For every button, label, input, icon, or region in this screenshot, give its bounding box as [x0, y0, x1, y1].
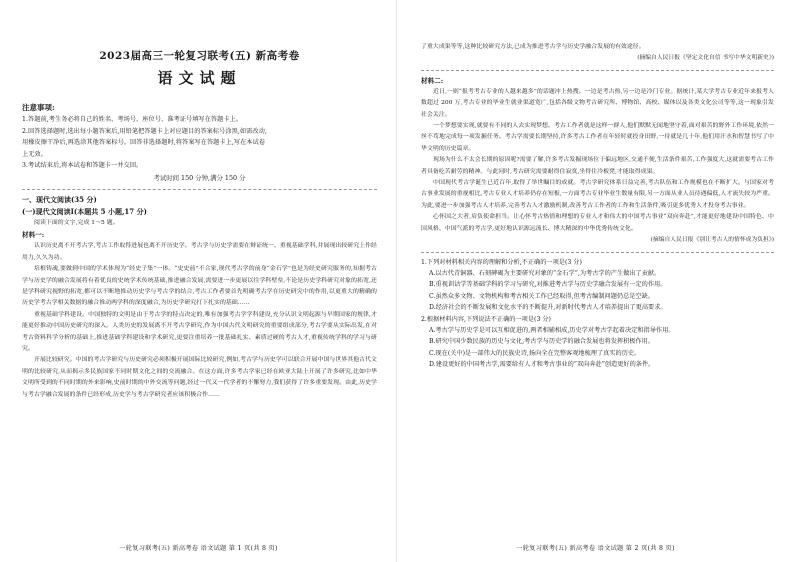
continuation-text: 了重大成果等等,这种比较研究方法,已成为推进考古学与历史学融合发展的有效途径。: [421, 44, 645, 50]
paragraph: 心怀国之大者,肩负使命担当。让心怀考古热情和理想的专业人才和伟大的中国考古事业“双向奔赴”,才能更好地建设中国特色、中国风格、中国气派的考古学,更好地认识源远流长、博大精深的中华优秀传统文化。: [421, 214, 774, 232]
page-2: [397, 0, 794, 562]
paragraph: 开展比较研究。中国的考古学研究与历史研究必须积极开展国际比较研究,例如,考古学与历史学可以联合开展中国与世界其他古代文明的比较研究,从而揭示多民族国家不同时期文化之间的交流融合。在这方面,许多考古学家已经在欧亚大陆上开展了许多研究,比如中华文明所受到的不同时期的外来影响,史前时期的中外交流等问题,经过一代又一代学者的不懈努力,我们获得了许多重要发现。由此,历史学与考古学融合发展的条件已经形成,历史学与考古学研究者应该积极合作……: [22, 357, 377, 398]
answer-option: A.考古学与历史学是可以互相促进的,两者相辅相成,历史学对考古学起着决定和指导作用。: [429, 326, 675, 334]
notice-line: 1.答题前,考生务必将自己的姓名、考场号、座位号、准考证号填写在答题卡上。: [22, 116, 243, 123]
instruction: 阅读下面的文字,完成 1～5 题。: [34, 219, 119, 226]
answer-option: A.以古代青铜器、石刻碑碣为主要研究对象的“金石学”,为考古学的产生做出了贡献。: [429, 269, 661, 277]
paragraph: 重视基础学科建设。中国独特的文明是由于考古学的特点决定的,唯有加强考古学学科建设,充分认识文明起源与早期国家的规律,才能更好推动中国历史研究的深入。人类历史的发展离不开考古学研究,作为中国古代文明研究的重要组成部分,考古学要从实际出发,在对考古资料科学分析的基础上,推进基础学科建设和学术研究,更要注重培养一批基础扎实、素质过硬的考古人才,重视传统学科的学习与研究。: [22, 311, 377, 353]
page-footer: 一轮复习联考(五) 新高考卷 语文试题 第 1 页(共 8 页): [119, 545, 278, 552]
source-citation: (摘编自人民日报《坚定文化自信 书写中华文明新史》): [637, 55, 774, 62]
question-stem: 2.根据材料内容,下列说法不正确的一项是(3 分): [421, 315, 551, 323]
section-heading: 一、现代文阅读(35 分): [22, 194, 97, 204]
answer-option: D.经济社会的不断发展和文化水平的不断提升,对新时代考古人才培养提出了更高要求。: [429, 304, 667, 312]
divider: [22, 189, 377, 190]
material-1-label: 材料一:: [22, 231, 45, 240]
notice-line: 用橡皮擦干净后,再选涂其他答案标号。回答非选择题时,将答案写在答题卡上,写在本试卷: [22, 139, 266, 147]
paragraph: 中国现代考古学诞生已近百年,取得了举世瞩目的成就。考古学研究体系日益完善,考古队伍和工作规模也在不断扩大。与国家对考古事业发展的重视相比,考古专业人才培养仍存在短板,一方面考古专业毕业生数量有限,另一方面从业人员待遇偏低,人才流失较为严重。为此,要进一步加强考古人才培养,完善考古人才激励机制,改善考古工作者的工作和生活条件,吸引更多优秀人才投身考古事业。: [421, 180, 774, 209]
notice-line: 2.回答选择题时,选出每小题答案后,用铅笔把答题卡上对应题目的答案标号涂黑,如需改动,: [22, 127, 267, 135]
divider: [421, 252, 774, 253]
answer-option: C.虽然众多文物、文物机构和考古相关工作已经取得,但考古编制问题仍总是空缺。: [429, 292, 655, 300]
notice-heading: 注意事项:: [22, 103, 55, 112]
paragraph: 一个梦想要实现,就要有不同的人去实现梦想。考古工作者就是这样一群人,他们默默无闻地坚守着,面对艰苦的野外工作环境,依然一丝不苟地完成每一项发掘任务。考古学需要长期坚持,许多考古工作者在年轻时就投身田野,一待就是几十年,他们用汗水和智慧书写了中华文明的历史篇章。: [421, 123, 774, 152]
paragraph: 培根铸魂,要做到中国的学术体现为“经史子集”一体。“史史前”不合家,现代考古学的前身“金石学”也是为经史研究服务的,知据考古学与历史学的融合发展将有着优良的史统学术传统基础,推进融合发展,需要进一步更展以往学科壁垒,不论是历史学科研究对象的拓宽,还是学科研究视野的拓宽,都可以不断地推动历史学与考古学的结合,考古工作者要首先明确考古学在历史研究中的作用,以更重大的精确的历史学考古学相关数据的融合推动两学科的深度融合,为历史学研究打下扎实的基础……: [22, 266, 377, 307]
answer-option: B.重视训诂学等基础学科的学习与研究,对推进考古学与历史学融合发展有一定的作用。: [429, 281, 667, 289]
answer-option: C.现在(关中)是一部伟大的民族史诗,扬向全在完整客观地梳理了真实的历史。: [429, 349, 641, 357]
paragraph: 现场为什么不太会长期的原因呢?需要了解,许多考古发掘现场位于偏远地区,交通不便,生活条件艰苦,工作强度大,这就需要考古工作者具备吃苦耐劳的精神。与此同时,考古研究需要耐得住寂寞,坐得住冷板凳,才能取得成果。: [421, 157, 774, 175]
question-stem: 1.下列对材料相关内容的理解和分析,不正确的一项是(3 分): [421, 258, 582, 266]
page-footer: 一轮复习联考(五) 新高考卷 语文试题 第 2 页(共 8 页): [516, 545, 675, 552]
material-2-label: 材料二:: [421, 76, 444, 85]
subject-title: 语文试题: [157, 69, 242, 87]
notice-line: 3.考试结束后,将本试卷和答题卡一并交回。: [22, 162, 143, 170]
notice-line: 上无效。: [22, 150, 47, 158]
divider: [421, 70, 774, 71]
source-citation: (摘编自人民日报《别让考古人的情怀成为负担》): [650, 237, 774, 244]
answer-option: D.建设更好的中国考古学,需要给有人才和考古事业的“双向奔赴”创造更好的条件。: [429, 361, 655, 369]
paragraph: 近日,一则“报考考古专业的人越来越多”的话题冲上热搜。一边是考古热,另一边是冷门专业。据统计,某大学考古专业近年来报考人数超过 200 万,考古专业的毕业生就业渠道宽广,包括各级文物考古研究所、博物馆、高校、媒体以及各类文化公司等等,这一现象引发社会关注。: [421, 88, 774, 118]
answer-option: B.研究中国少数民族的历史与文化,考古学与历史学的融合发展也将发挥积极作用。: [429, 338, 655, 346]
subsection-heading: (一)现代文阅读Ⅰ(本题共 5 小题,17 分): [22, 206, 147, 216]
exam-time-score: 考试时间 150 分钟,满分 150 分: [153, 173, 246, 182]
exam-title: 2023届高三一轮复习联考(五) 新高考卷: [99, 50, 300, 62]
paragraph: 认识历史离不开考古学,考古工作取得进展也离不开历史学。考古学与历史学需要在辩证统一、重视基础学科,并展现出较研究上作经用力,久久为功。: [22, 243, 377, 261]
